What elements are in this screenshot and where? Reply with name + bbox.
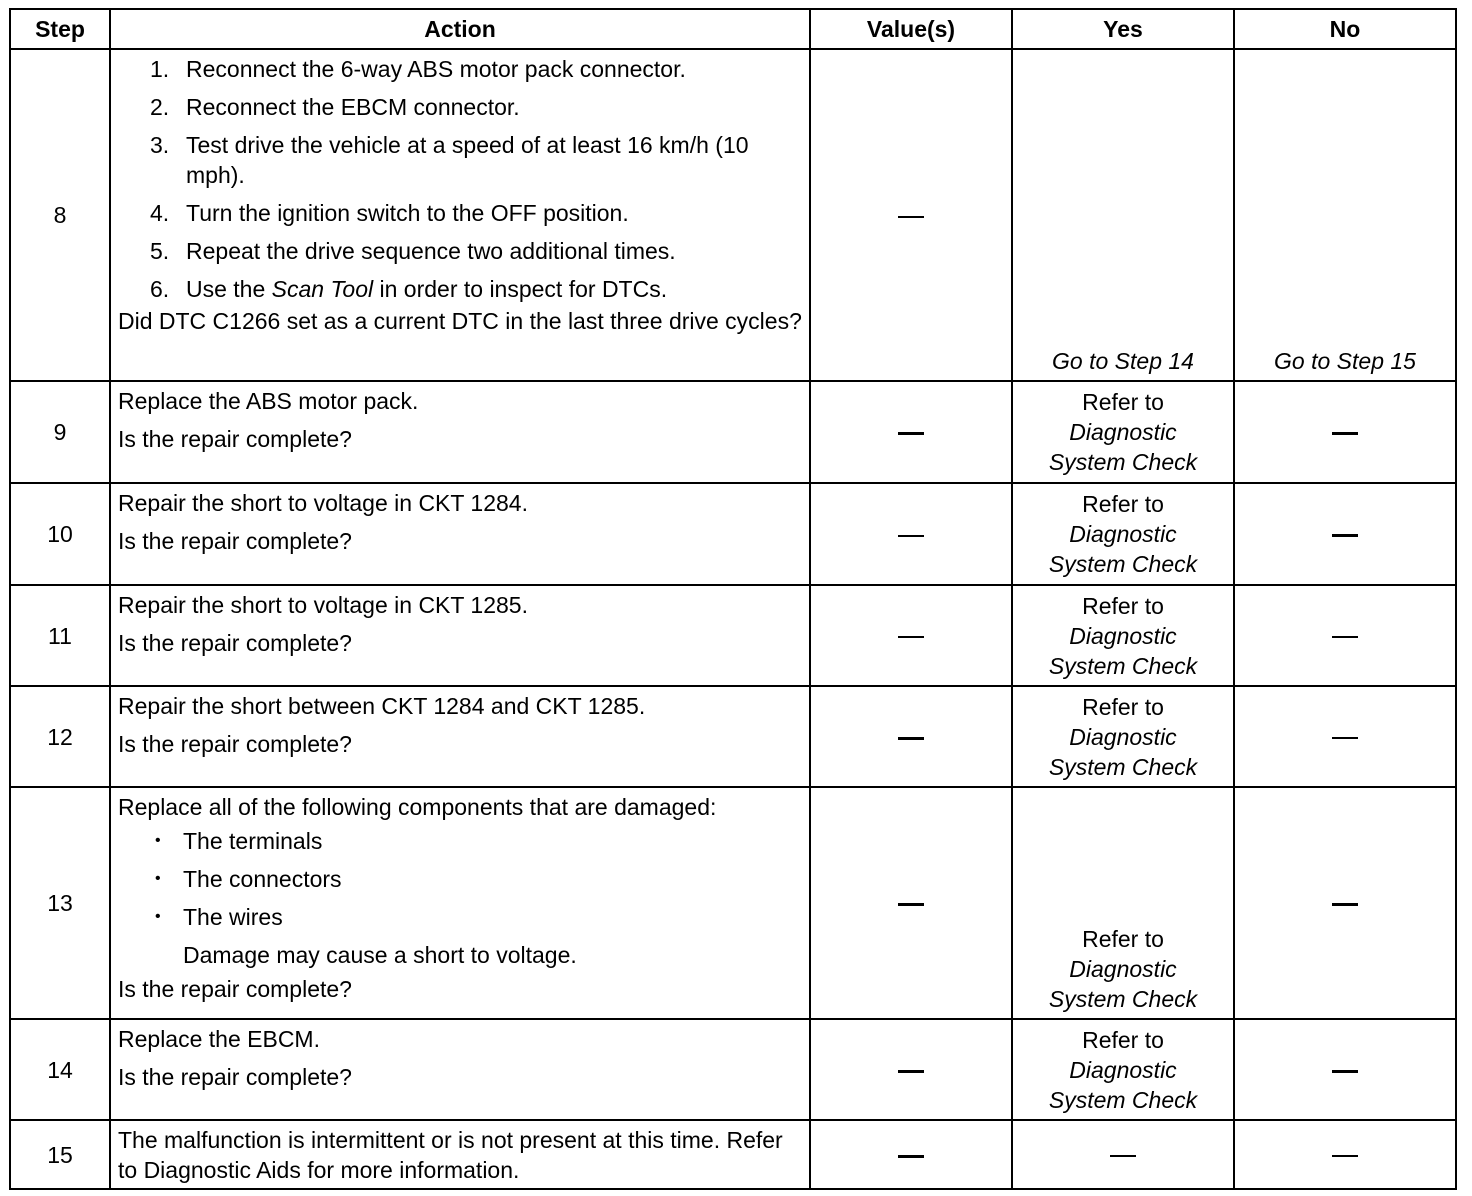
yes-cell (1012, 787, 1234, 1019)
item-number: 1. (150, 56, 170, 82)
step-number: 15 (10, 1120, 110, 1189)
dash-mark (898, 1155, 924, 1158)
diagnostic-table (9, 8, 1457, 1190)
refer-line: System Check (1048, 652, 1198, 679)
refer-line: System Check (1048, 986, 1198, 1012)
question-text: Is the repair complete? (118, 528, 352, 554)
step-number: 14 (10, 1019, 110, 1120)
value-cell (810, 381, 1012, 483)
value-cell (810, 686, 1012, 787)
refer-line: System Check (1048, 551, 1198, 577)
action-text: Replace the EBCM. (118, 1026, 320, 1052)
action-cell (110, 381, 810, 483)
step-number: 10 (10, 483, 110, 585)
no-cell (1234, 787, 1456, 1019)
dash-mark (1110, 1155, 1136, 1157)
list-item (118, 198, 803, 228)
dash-mark (898, 1070, 924, 1073)
action-cell (110, 483, 810, 585)
item-number: 2. (150, 94, 170, 120)
header-yes: Yes (1012, 9, 1234, 49)
table-row (10, 585, 1456, 686)
question-text: Is the repair complete? (118, 426, 352, 452)
refer-line: System Check (1048, 1086, 1198, 1113)
list-item (118, 92, 803, 122)
item-text: Reconnect the 6-way ABS motor pack connector. (186, 56, 686, 82)
step-number: 11 (10, 585, 110, 686)
value-cell (810, 1120, 1012, 1189)
question-text: Did DTC C1266 set as a current DTC in the last three drive cycles? (118, 308, 802, 334)
list-item (118, 130, 803, 190)
table-row (10, 787, 1456, 1019)
dash-mark (1332, 432, 1358, 435)
action-text: Repair the short to voltage in CKT 1284. (118, 490, 528, 516)
action-text: Replace the ABS motor pack. (118, 388, 419, 414)
action-cell (110, 1019, 810, 1120)
refer-line: Diagnostic (1069, 1056, 1177, 1083)
dash-mark (898, 535, 924, 537)
refer-line: Refer to (1082, 926, 1164, 952)
dash-mark (898, 216, 924, 218)
yes-cell (1012, 1019, 1234, 1120)
table-row (10, 483, 1456, 585)
refer-line: Diagnostic (1069, 419, 1177, 445)
refer-line: Refer to (1082, 693, 1164, 720)
no-cell (1234, 585, 1456, 686)
item-text: Test drive the vehicle at a speed of at least 16 km/h (10 mph). (186, 132, 749, 188)
table-row (10, 49, 1456, 381)
action-cell (110, 49, 810, 381)
refer-line: System Check (1048, 449, 1198, 475)
list-item (118, 54, 803, 84)
no-cell (1234, 1120, 1456, 1189)
item-text-post: in order to inspect for DTCs. (373, 276, 668, 302)
question-text: Is the repair complete? (118, 731, 352, 757)
refer-line: Diagnostic (1069, 622, 1177, 649)
table-row (10, 1120, 1456, 1189)
refer-line: Diagnostic (1069, 956, 1177, 982)
yes-cell (1012, 585, 1234, 686)
yes-cell (1012, 381, 1234, 483)
no-cell (1234, 381, 1456, 483)
action-text: The malfunction is intermittent or is not present at this time. Refer to Diagnostic Aids for more information. (118, 1127, 783, 1183)
list-item (118, 236, 803, 266)
action-cell (110, 686, 810, 787)
note-text: Damage may cause a short to voltage. (183, 942, 577, 968)
list-item (118, 274, 803, 304)
action-cell (110, 585, 810, 686)
list-item: • The terminals (118, 826, 803, 856)
dash-mark (1332, 737, 1358, 739)
dash-mark (898, 636, 924, 638)
header-no: No (1234, 9, 1456, 49)
refer-line: System Check (1048, 753, 1198, 780)
action-text: Repair the short to voltage in CKT 1285. (118, 592, 528, 618)
item-number: 5. (150, 238, 170, 264)
refer-line: Refer to (1082, 491, 1164, 517)
question-text: Is the repair complete? (118, 1064, 352, 1090)
action-cell (110, 787, 810, 1019)
refer-line: Diagnostic (1069, 521, 1177, 547)
header-step: Step (10, 9, 110, 49)
action-text: Repair the short between CKT 1284 and CKT 1285. (118, 693, 646, 719)
list-item: • The connectors (118, 864, 803, 894)
scan-tool-term: Scan Tool (271, 276, 374, 302)
dash-mark (1332, 1070, 1358, 1073)
no-cell: Go to Step 15 (1234, 49, 1456, 381)
item-number: 6. (150, 276, 170, 302)
refer-line: Refer to (1082, 1026, 1164, 1053)
value-cell (810, 787, 1012, 1019)
refer-line: Refer to (1082, 389, 1164, 415)
item-text: Reconnect the EBCM connector. (186, 94, 520, 120)
value-cell (810, 49, 1012, 381)
table-row (10, 686, 1456, 787)
dash-mark (898, 903, 924, 906)
table-row (10, 1019, 1456, 1120)
dash-mark (898, 432, 924, 435)
item-number: 4. (150, 200, 170, 226)
step-number: 8 (10, 49, 110, 381)
question-text: Is the repair complete? (118, 976, 352, 1002)
item-text: Turn the ignition switch to the OFF position. (186, 200, 629, 226)
step-number: 13 (10, 787, 110, 1019)
table-row (10, 381, 1456, 483)
no-cell (1234, 686, 1456, 787)
yes-cell: Go to Step 14 (1012, 49, 1234, 381)
value-cell (810, 483, 1012, 585)
no-cell (1234, 483, 1456, 585)
step-list (118, 54, 803, 304)
item-number: 3. (150, 132, 170, 158)
step-number: 12 (10, 686, 110, 787)
action-cell (110, 1120, 810, 1189)
refer-line: Diagnostic (1069, 723, 1177, 750)
component-list (118, 826, 803, 932)
refer-line: Refer to (1082, 592, 1164, 619)
header-action: Action (110, 9, 810, 49)
step-number: 9 (10, 381, 110, 483)
dash-mark (1332, 1155, 1358, 1157)
dash-mark (1332, 534, 1358, 537)
question-text: Is the repair complete? (118, 630, 352, 656)
yes-cell (1012, 686, 1234, 787)
action-text: Replace all of the following components that are damaged: (118, 794, 717, 820)
list-item: • The wires (118, 902, 803, 932)
header-values: Value(s) (810, 9, 1012, 49)
value-cell (810, 585, 1012, 686)
header-row (10, 9, 1456, 49)
dash-mark (1332, 903, 1358, 906)
dash-mark (898, 737, 924, 740)
no-cell (1234, 1019, 1456, 1120)
dash-mark (1332, 636, 1358, 638)
item-text-pre: Use the (186, 276, 272, 302)
yes-cell (1012, 483, 1234, 585)
value-cell (810, 1019, 1012, 1120)
item-text: Repeat the drive sequence two additional times. (186, 238, 676, 264)
yes-cell (1012, 1120, 1234, 1189)
